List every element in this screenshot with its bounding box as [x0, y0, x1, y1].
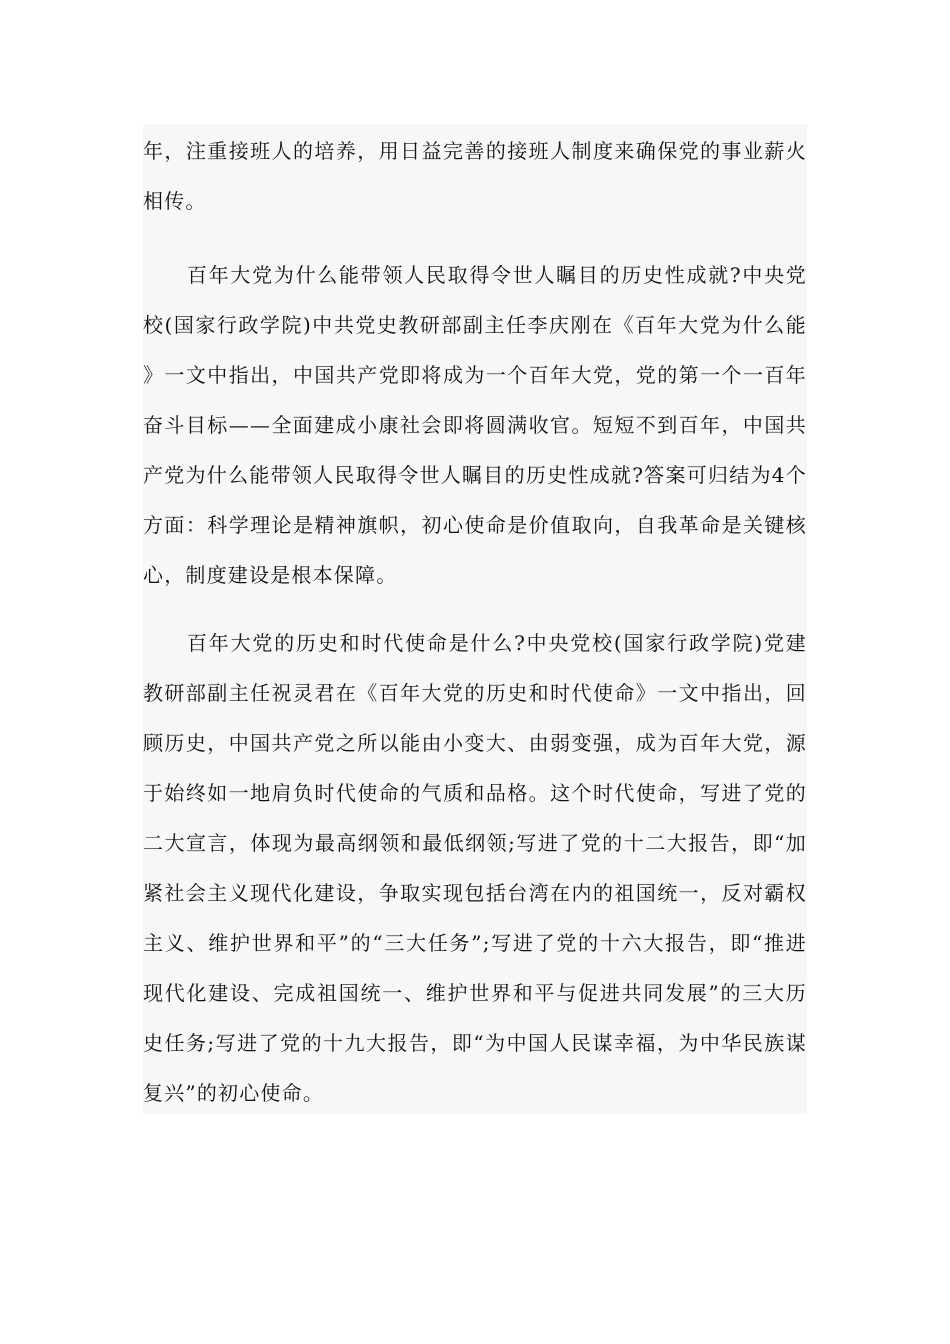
paragraph-3: 百年大党的历史和时代使命是什么?中央党校(国家行政学院)党建教研部副主任祝灵君在《百年大党的历史和时代使命》一文中指出，回顾历史，中国共产党之所以能由小变大、由弱变强，成为百年大党，源于始终如一地肩负时代使命的气质和品格。这个时代使命，写进了党的二大宣言，体现为最高纲领和最低纲领;写进了党的十二大报告，即“加紧社会主义现代化建设，争取实现包括台湾在内的祖国统一，反对霸权主义、维护世界和平”的“三大任务”;写进了党的十六大报告，即“推进现代化建设、完成祖国统一、维护世界和平与促进共同发展”的三大历史任务;写进了党的十九大报告，即“为中国人民谋幸福，为中华民族谋复兴”的初心使命。 [143, 631, 807, 1105]
paragraph-1: 年，注重接班人的培养，用日益完善的接班人制度来确保党的事业薪火相传。 [143, 139, 807, 213]
paragraph-2: 百年大党为什么能带领人民取得令世人瞩目的历史性成就?中央党校(国家行政学院)中共党史教研部副主任李庆刚在《百年大党为什么能》一文中指出，中国共产党即将成为一个百年大党，党的第一个一百年奋斗目标——全面建成小康社会即将圆满收官。短短不到百年，中国共产党为什么能带领人民取得令世人瞩目的历史性成就?答案可归结为4个方面：科学理论是精神旗帜，初心使命是价值取向，自我革命是关键核心，制度建设是根本保障。 [143, 263, 807, 587]
